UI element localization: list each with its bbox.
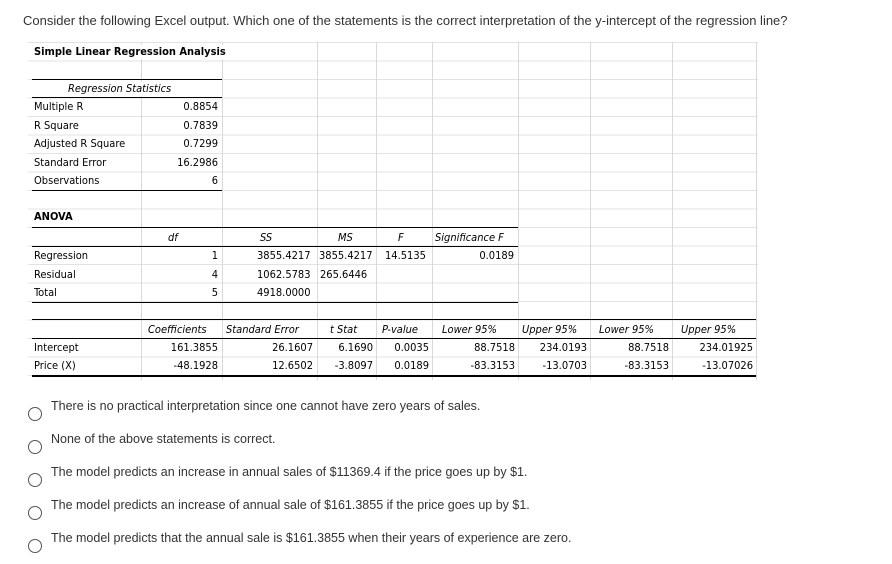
column-divider	[672, 42, 673, 380]
answer-option-label: None of the above statements is correct.	[51, 432, 276, 446]
coef-row-label: Price (X)	[34, 359, 76, 372]
stat-label: Standard Error	[34, 156, 107, 169]
stat-value: 6	[211, 174, 218, 187]
answer-option-label: There is no practical interpretation since one cannot have zero years of sales.	[51, 399, 481, 413]
column-divider	[590, 42, 591, 380]
answer-option-1[interactable]	[28, 398, 480, 421]
excel-output	[28, 42, 758, 380]
anova-header-ms: MS	[338, 231, 353, 244]
answer-option-3[interactable]	[28, 464, 527, 487]
anova-row-label: Total	[34, 286, 57, 299]
anova-df: 5	[211, 286, 218, 299]
column-divider	[376, 42, 377, 380]
coef-value: -83.3153	[624, 359, 669, 372]
anova-f: 14.5135	[385, 249, 426, 262]
anova-header-df: df	[168, 231, 178, 244]
anova-header-f: F	[398, 231, 404, 244]
coef-header: t Stat	[330, 323, 358, 336]
rule	[32, 79, 222, 80]
answer-option-label: The model predicts that the annual sale is $161.3855 when their years of experience are zero.	[51, 531, 572, 545]
rule	[32, 338, 756, 339]
anova-ms: 265.6446	[320, 268, 368, 281]
stat-label: Multiple R	[34, 100, 84, 113]
coef-value: 12.6502	[272, 359, 313, 372]
coef-header: P-value	[382, 323, 418, 336]
answer-option-label: The model predicts an increase in annual sales of $11369.4 if the price goes up by $1.	[51, 465, 528, 479]
regression-statistics-header: Regression Statistics	[68, 82, 172, 95]
answer-option-2[interactable]	[28, 431, 275, 454]
coef-value: 26.1607	[272, 341, 313, 354]
coef-value: 0.0189	[394, 359, 429, 372]
radio-button[interactable]	[28, 539, 42, 553]
anova-df: 4	[211, 268, 218, 281]
anova-row-label: Regression	[34, 249, 89, 262]
rule	[32, 227, 518, 228]
coef-header: Lower 95%	[599, 323, 654, 336]
stat-value: 0.8854	[183, 100, 218, 113]
coef-value: 88.7518	[628, 341, 669, 354]
anova-header-sig: Significance F	[435, 231, 504, 244]
rule	[32, 375, 756, 377]
answer-option-label: The model predicts an increase of annual sale of $161.3855 if the price goes up by $1.	[51, 498, 530, 512]
coef-value: -83.3153	[470, 359, 515, 372]
anova-ss: 4918.0000	[257, 286, 311, 299]
stat-value: 0.7299	[183, 137, 218, 150]
coef-value: 234.01925	[699, 341, 753, 354]
radio-button[interactable]	[28, 506, 42, 520]
coef-value: -3.8097	[334, 359, 373, 372]
column-divider	[317, 42, 318, 380]
coef-value: 6.1690	[338, 341, 373, 354]
column-divider	[222, 42, 223, 380]
anova-ss: 1062.5783	[257, 268, 311, 281]
anova-df: 1	[211, 249, 218, 262]
anova-header-ss: SS	[260, 231, 273, 244]
answer-option-5[interactable]	[28, 530, 571, 553]
radio-button[interactable]	[28, 473, 42, 487]
column-divider	[756, 42, 757, 380]
radio-button[interactable]	[28, 440, 42, 454]
anova-title: ANOVA	[34, 210, 73, 223]
coef-row-label: Intercept	[34, 341, 79, 354]
coef-header: Upper 95%	[681, 323, 737, 336]
coef-value: 88.7518	[474, 341, 515, 354]
coef-value: -13.0703	[542, 359, 587, 372]
column-divider	[518, 42, 519, 380]
rule	[32, 97, 222, 98]
coef-header: Lower 95%	[442, 323, 497, 336]
stat-value: 16.2986	[177, 156, 218, 169]
rule	[32, 190, 222, 191]
coef-value: -48.1928	[173, 359, 218, 372]
stat-value: 0.7839	[183, 119, 218, 132]
rule	[32, 319, 756, 320]
anova-ms: 3855.4217	[319, 249, 373, 262]
coef-value: 161.3855	[170, 341, 218, 354]
coef-header: Coefficients	[148, 323, 207, 336]
coef-header: Upper 95%	[522, 323, 578, 336]
coef-value: 234.0193	[539, 341, 587, 354]
rule	[32, 246, 518, 247]
coef-value: 0.0035	[394, 341, 429, 354]
radio-button[interactable]	[28, 407, 42, 421]
coef-value: -13.07026	[702, 359, 753, 372]
question-text: Consider the following Excel output. Which one of the statements is the correct interpretation of the y-intercept of the regression line?	[23, 13, 788, 28]
anova-row-label: Residual	[34, 268, 76, 281]
column-divider	[432, 42, 433, 380]
stat-label: R Square	[34, 119, 79, 132]
anova-ss: 3855.4217	[257, 249, 311, 262]
anova-sig: 0.0189	[479, 249, 514, 262]
answer-option-4[interactable]	[28, 497, 530, 520]
stat-label: Adjusted R Square	[34, 137, 126, 150]
rule	[32, 302, 518, 303]
coef-header: Standard Error	[226, 323, 299, 336]
sheet-title: Simple Linear Regression Analysis	[34, 45, 226, 58]
stat-label: Observations	[34, 174, 100, 187]
